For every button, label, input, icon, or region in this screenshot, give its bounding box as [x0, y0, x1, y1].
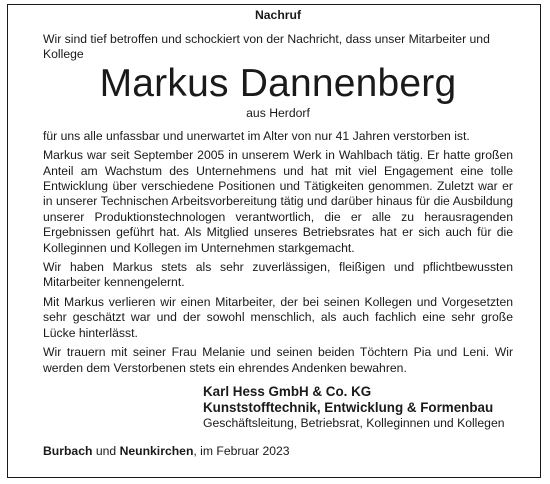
place-and-date [43, 444, 513, 459]
paragraph-age: für uns alle unfassbar und unerwartet im Alter von nur 41 Jahren verstorben ist. [43, 128, 470, 143]
date-text: , im Februar 2023 [193, 443, 290, 458]
company-division: Kunststofftechnik, Entwicklung & Formenbau [203, 399, 494, 415]
city-neunkirchen: Neunkirchen [119, 443, 194, 458]
heading: Nachruf [254, 8, 302, 22]
signatories: Geschäftsleitung, Betriebsrat, Kolleginnen und Kollegen [203, 415, 505, 430]
paragraph-career: Markus war seit September 2005 in unserem Werk in Wahlbach tätig. Er hatte großen Anteil am Wachstum des Unternehmens und hat mit viel Engagement eine tolle Entwicklung über verschiedene Positionen und Tätigkeiten genommen. Zuletzt war er in unserer Technischen Arbeitsvorbereitung tätig und darüber hinaus für die Ausbildung unserer Produktionstechnologen verantwortlich, die er alle zu herausragenden Ergebnissen geführt hat. Als Mitglied unseres Betriebsrates hat er sich auch für die Kolleginnen und Kollegen im Unternehmen starkgemacht. [43, 148, 513, 255]
paragraph-character: Wir haben Markus stets als sehr zuverlässigen, fleißigen und pflichtbewussten Mitarbeiter kennengelernt. [43, 260, 513, 290]
city-burbach: Burbach [43, 443, 93, 458]
paragraph-mourning: Wir trauern mit seiner Frau Melanie und seinen beiden Töchtern Pia und Leni. Wir werden dem Verstorbenen stets ein ehrendes Andenken bewahren. [43, 345, 513, 375]
company-name: Karl Hess GmbH & Co. KG [203, 383, 372, 399]
paragraph-loss: Mit Markus verlieren wir einen Mitarbeiter, der bei seinen Kollegen und Vorgesetzten sehr geschätzt war und der sowohl menschlich, als auch fachlich eine sehr große Lücke hinterlässt. [43, 294, 513, 340]
deceased-name: Markus Dannenberg [99, 61, 457, 105]
intro-text: Wir sind tief betroffen und schockiert von der Nachricht, dass unser Mitarbeiter und Kollege [43, 32, 490, 62]
place-connector: und [95, 443, 117, 458]
deceased-origin: aus Herdorf [246, 105, 310, 120]
signature-block [203, 384, 513, 431]
obituary-content [43, 8, 513, 459]
